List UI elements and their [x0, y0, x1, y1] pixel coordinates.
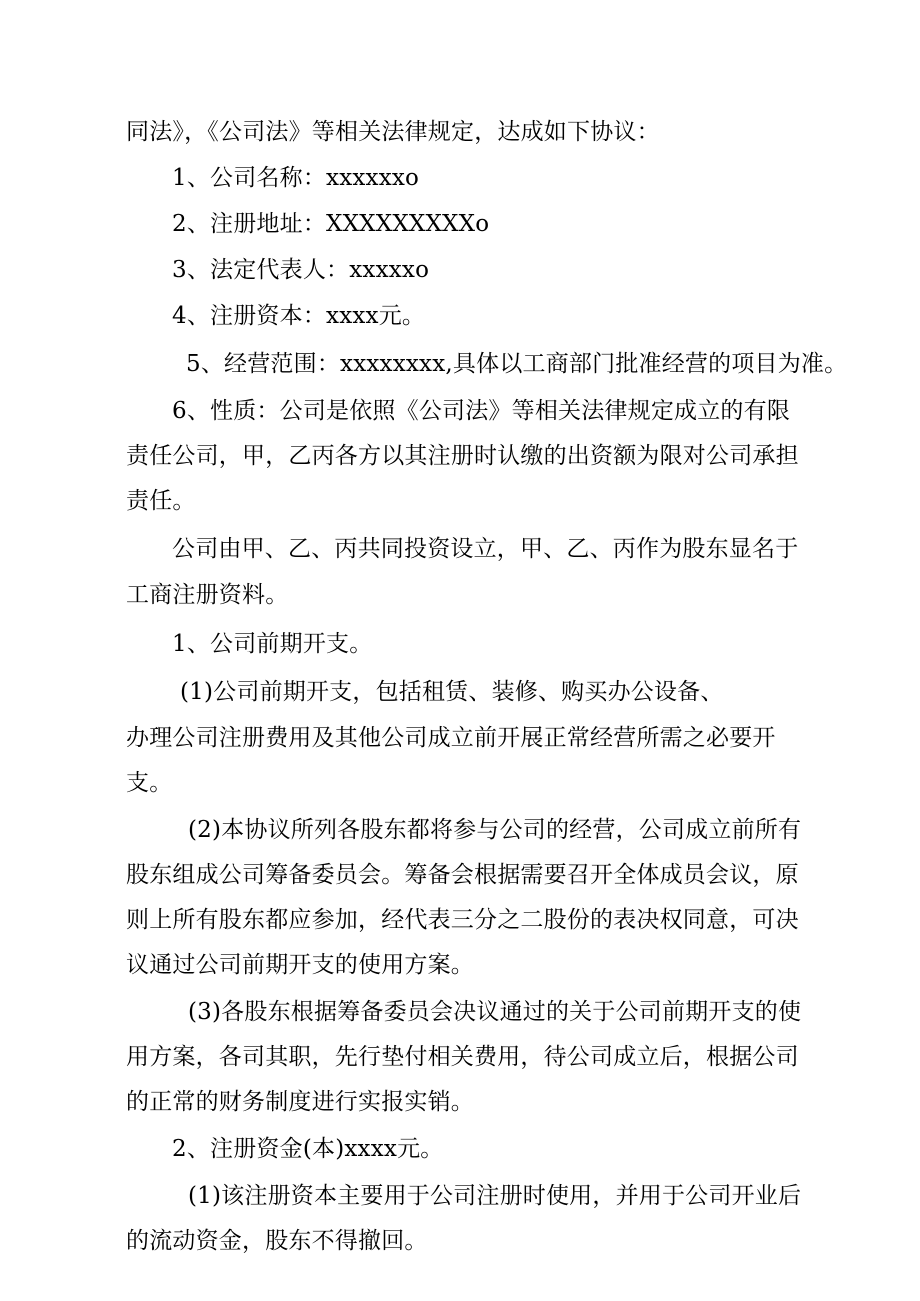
- text-line: 责任公司，甲，乙丙各方以其注册时认缴的出资额为限对公司承担: [126, 443, 799, 469]
- section-heading-early-expenses: 1、公司前期开支。: [172, 631, 373, 657]
- item-legal-representative: 3、法定代表人：xxxxxo: [172, 257, 430, 283]
- item-nature: 6、性质：公司是依照《公司法》等相关法律规定成立的有限: [172, 398, 791, 424]
- clause-1-1: (1)公司前期开支，包括租赁、装修、购买办公设备、: [180, 679, 724, 705]
- clause-1-3: (3)各股东根据筹备委员会决议通过的关于公司前期开支的使: [188, 999, 802, 1025]
- text-line: 则上所有股东都应参加，经代表三分之二股份的表决权同意，可决: [126, 907, 799, 933]
- text-line: 同法》，《公司法》等相关法律规定，达成如下协议：: [126, 119, 660, 145]
- text-line: 支。: [126, 770, 173, 796]
- text-line: 股东组成公司筹备委员会。筹备会根据需要召开全体成员会议，原: [126, 862, 799, 888]
- text-line: 的流动资金，股东不得撤回。: [126, 1228, 428, 1254]
- text-line: 办理公司注册费用及其他公司成立前开展正常经营所需之必要开: [126, 725, 776, 751]
- text-line: 议通过公司前期开支的使用方案。: [126, 952, 474, 978]
- item-registered-address: 2、注册地址：XXXXXXXXXo: [172, 211, 490, 237]
- clause-2-1: (1)该注册资本主要用于公司注册时使用，并用于公司开业后: [188, 1183, 802, 1209]
- text-line: 责任。: [126, 488, 196, 514]
- text-line: 工商注册资料。: [126, 582, 289, 608]
- text-line: 用方案，各司其职，先行垫付相关费用，待公司成立后，根据公司: [126, 1044, 799, 1070]
- section-heading-registered-capital: 2、注册资金(本)xxxx元。: [172, 1136, 444, 1162]
- item-business-scope: 5、经营范围：xxxxxxxx,具体以工商部门批准经营的项目为准。: [186, 351, 848, 377]
- paragraph-shareholders: 公司由甲、乙、丙共同投资设立，甲、乙、丙作为股东显名于: [172, 536, 799, 562]
- item-company-name: 1、公司名称：xxxxxxo: [172, 165, 420, 191]
- item-registered-capital: 4、注册资本：xxxx元。: [172, 303, 426, 329]
- clause-1-2: (2)本协议所列各股东都将参与公司的经营，公司成立前所有: [188, 817, 802, 843]
- text-line: 的正常的财务制度进行实报实销。: [126, 1089, 474, 1115]
